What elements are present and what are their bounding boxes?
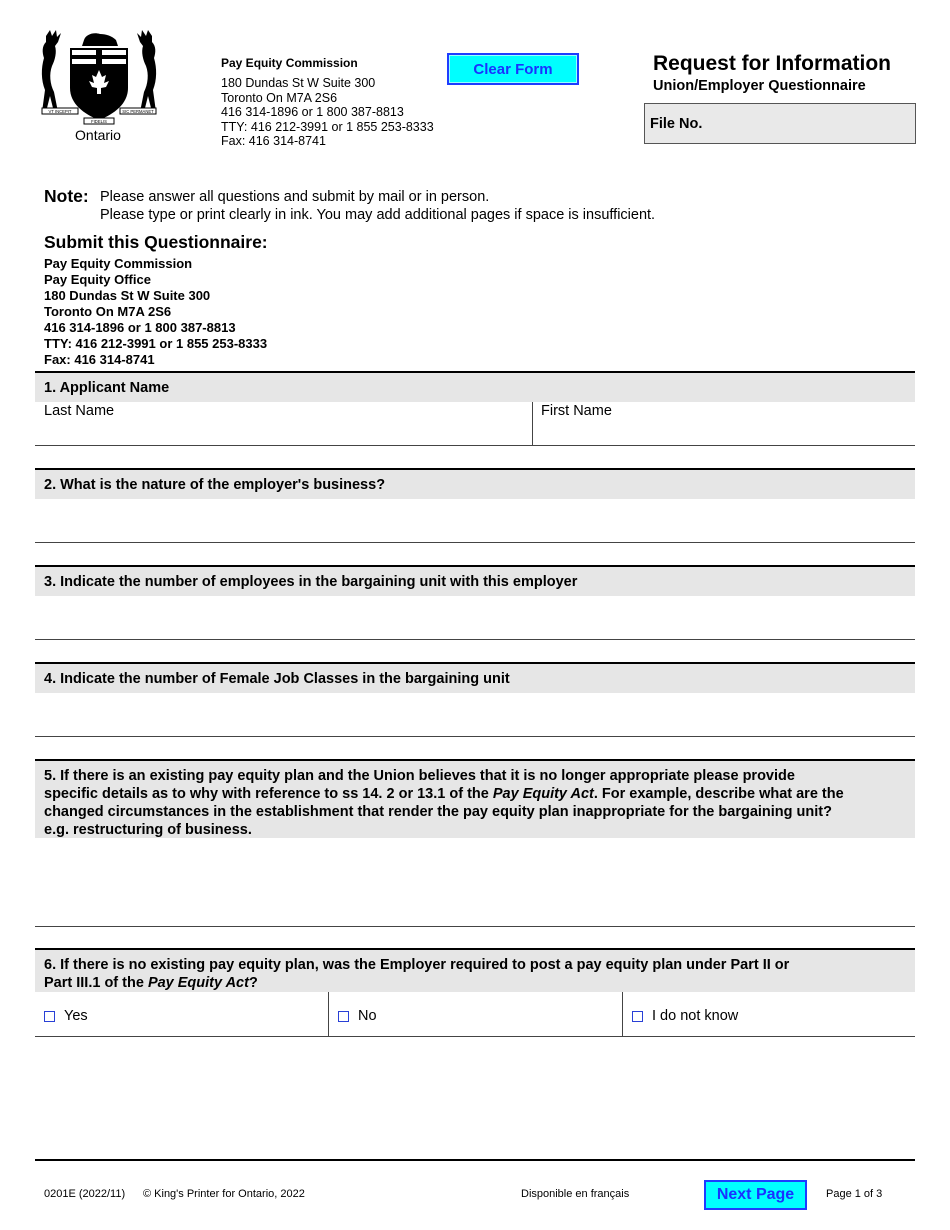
section-5-line-3: changed circumstances in the establishment that render the pay equity plan inappropriate for the bargaining unit? [44, 804, 832, 820]
form-title: Request for Information [653, 52, 892, 75]
note-text [100, 188, 655, 224]
do-not-know-checkbox[interactable] [632, 1011, 643, 1022]
copyright: © King's Printer for Ontario, 2022 [143, 1188, 305, 1200]
footer-rule [35, 1159, 915, 1161]
submit-address-line: Pay Equity Office [44, 272, 151, 287]
clear-form-button[interactable]: Clear Form [447, 53, 579, 85]
employee-count-input[interactable] [35, 596, 915, 639]
note-label: Note: [44, 186, 89, 206]
section-6-line-1: 6. If there is no existing pay equity plan, was the Employer required to post a pay equity plan under Part II or [44, 957, 790, 973]
section-5-line-4: e.g. restructuring of business. [44, 822, 252, 838]
do-not-know-label: I do not know [652, 1008, 739, 1024]
section-4-heading: 4. Indicate the number of Female Job Classes in the bargaining unit [35, 662, 915, 693]
section-1-bottom-rule [35, 445, 915, 446]
submit-address-line: 416 314-1896 or 1 800 387-8813 [44, 320, 236, 335]
female-job-classes-input[interactable] [35, 693, 915, 736]
page-number: Page 1 of 3 [826, 1188, 883, 1200]
submit-address-line: 180 Dundas St W Suite 300 [44, 288, 211, 303]
commission-address [221, 76, 434, 149]
option-divider [328, 992, 329, 1036]
submit-address-line: Toronto On M7A 2S6 [44, 304, 172, 319]
address-line: TTY: 416 212-3991 or 1 855 253-8333 [221, 119, 434, 134]
first-name-input[interactable] [533, 402, 915, 445]
next-page-button[interactable]: Next Page [704, 1180, 807, 1210]
address-line: 180 Dundas St W Suite 300 [221, 76, 376, 90]
option-no[interactable] [338, 1008, 377, 1024]
section-4-bottom-rule [35, 736, 915, 737]
section-1-heading: 1. Applicant Name [35, 371, 915, 402]
address-line: Toronto On M7A 2S6 [221, 90, 338, 105]
section-5-line-2: specific details as to why with reference to ss 14. 2 or 13.1 of the Pay Equity Act. For example, describe what are the [44, 786, 844, 802]
business-nature-input[interactable] [35, 499, 915, 542]
logo-province-name: Ontario [75, 127, 121, 143]
option-do-not-know[interactable] [632, 1008, 738, 1024]
option-yes[interactable] [44, 1008, 88, 1024]
last-name-input[interactable] [35, 402, 532, 445]
section-5-heading [35, 759, 915, 838]
section-6-heading [35, 948, 915, 992]
section-2-heading: 2. What is the nature of the employer's business? [35, 468, 915, 499]
submit-heading: Submit this Questionnaire: [44, 232, 268, 252]
section-5-line-1: 5. If there is an existing pay equity plan and the Union believes that it is no longer appropriate please provide [44, 768, 795, 784]
note-line-2: Please type or print clearly in ink. You may add additional pages if space is insufficient. [100, 207, 656, 223]
address-line: 416 314-1896 or 1 800 387-8813 [221, 105, 404, 120]
section-2-bottom-rule [35, 542, 915, 543]
note-line-1: Please answer all questions and submit by mail or in person. [100, 189, 490, 205]
section-6-line-2: Part III.1 of the Pay Equity Act? [44, 975, 258, 991]
yes-checkbox[interactable] [44, 1011, 55, 1022]
file-number-label: File No. [650, 116, 703, 132]
no-label: No [358, 1008, 377, 1024]
file-number-field[interactable] [644, 103, 916, 144]
logo-motto-right: SIC PERMANET [122, 109, 154, 114]
section-3-heading: 3. Indicate the number of employees in the bargaining unit with this employer [35, 565, 915, 596]
form-subtitle: Union/Employer Questionnaire [653, 78, 866, 94]
submit-address [44, 256, 267, 368]
section-3-bottom-rule [35, 639, 915, 640]
commission-name: Pay Equity Commission [221, 56, 358, 70]
ontario-coat-of-arms-logo [40, 26, 158, 144]
address-line: Fax: 416 314-8741 [221, 134, 326, 149]
first-name-label: First Name [541, 403, 612, 419]
french-availability: Disponible en français [521, 1188, 630, 1200]
last-name-label: Last Name [44, 403, 115, 419]
logo-motto-left: VT INCEPIT [48, 109, 72, 114]
no-checkbox[interactable] [338, 1011, 349, 1022]
submit-address-line: Fax: 416 314-8741 [44, 352, 155, 367]
form-id: 0201E (2022/11) [44, 1188, 126, 1200]
option-divider [622, 992, 623, 1036]
section-5-bottom-rule [35, 926, 915, 927]
logo-motto-center: FIDELIS [91, 119, 107, 124]
submit-address-line: TTY: 416 212-3991 or 1 855 253-8333 [44, 336, 268, 351]
submit-address-line: Pay Equity Commission [44, 256, 193, 271]
yes-label: Yes [64, 1008, 88, 1024]
plan-inappropriate-details-input[interactable] [35, 838, 915, 926]
section-6-bottom-rule [35, 1036, 915, 1037]
